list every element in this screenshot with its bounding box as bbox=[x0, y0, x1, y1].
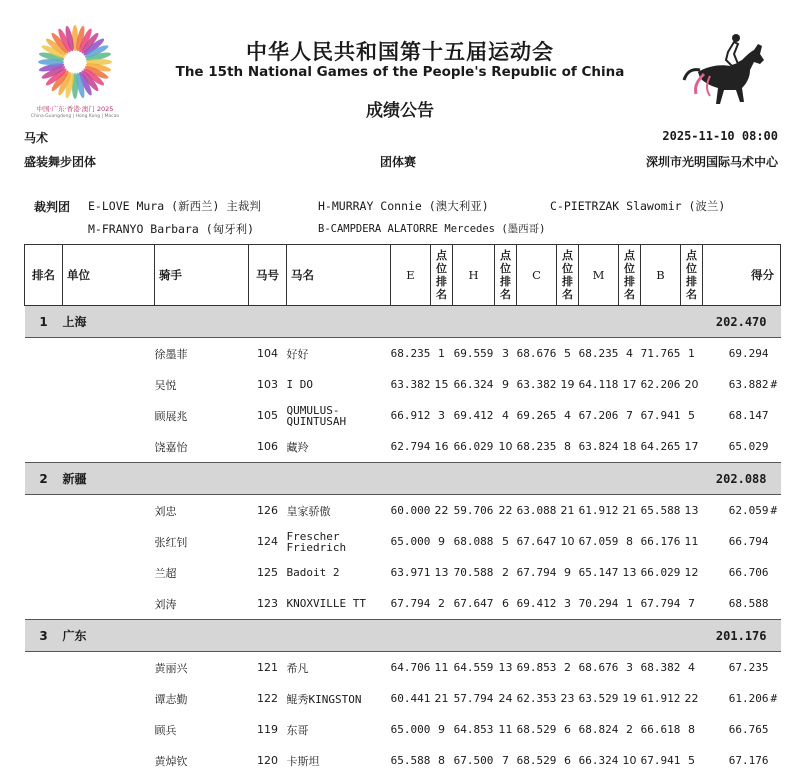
judge-rank: 21 bbox=[560, 504, 575, 517]
col-rank: 排名 bbox=[25, 245, 63, 306]
blank-cell bbox=[25, 714, 155, 745]
results-table bbox=[24, 244, 781, 776]
judge-score: 67.647 bbox=[453, 597, 494, 610]
judge-rank: 2 bbox=[564, 661, 571, 674]
venue-label: 深圳市光明国际马术中心 bbox=[645, 155, 778, 169]
datetime: 2025-11-10 08:00 bbox=[662, 129, 778, 143]
rider-score-cell bbox=[703, 431, 781, 463]
judge-rank: 9 bbox=[438, 535, 445, 548]
judge-score: 66.176 bbox=[640, 535, 681, 548]
judge-score: 66.324 bbox=[453, 378, 494, 391]
judge-rank: 15 bbox=[434, 378, 449, 391]
judge-score: 64.706 bbox=[390, 661, 431, 674]
judge-score: 61.912 bbox=[640, 692, 681, 705]
drop-score-mark: # bbox=[770, 504, 778, 517]
rider-row bbox=[25, 652, 781, 684]
horse-name: 好好 bbox=[286, 347, 309, 361]
team-unit: 上海 bbox=[63, 306, 391, 338]
horse-name: I DO bbox=[286, 378, 313, 391]
rider-score: 68.588 bbox=[728, 597, 769, 610]
rider-score: 62.059 bbox=[728, 504, 769, 517]
judge-e: E-LOVE Mura (新西兰) 主裁判 bbox=[88, 199, 261, 213]
rider-score: 69.294 bbox=[728, 347, 769, 360]
team-total-value: 202.470 bbox=[715, 314, 767, 329]
judge-rank: 17 bbox=[622, 378, 637, 391]
horse-name: QUMULUS-QUINTUSAH bbox=[286, 403, 347, 428]
judge-score: 67.941 bbox=[640, 754, 681, 767]
col-rider: 骑手 bbox=[155, 245, 249, 306]
rider-name: 饶嘉怡 bbox=[154, 440, 188, 454]
judge-score: 63.529 bbox=[578, 692, 619, 705]
horse-number: 126 bbox=[257, 504, 278, 517]
judge-rank: 5 bbox=[688, 409, 695, 422]
judge-rank: 5 bbox=[564, 347, 571, 360]
judge-rank: 1 bbox=[438, 347, 445, 360]
judge-score: 68.529 bbox=[516, 754, 557, 767]
rider-row bbox=[25, 714, 781, 745]
judge-score: 66.618 bbox=[640, 723, 681, 736]
title-english: The 15th National Games of the People's Republic of China bbox=[175, 64, 625, 80]
rider-name: 顾兵 bbox=[154, 723, 177, 737]
judge-score: 63.824 bbox=[578, 440, 619, 453]
judge-rank: 13 bbox=[434, 566, 449, 579]
horse-number: 125 bbox=[257, 566, 278, 579]
rider-row bbox=[25, 683, 781, 714]
team-spacer bbox=[391, 306, 703, 338]
judge-rank: 8 bbox=[688, 723, 695, 736]
rider-row bbox=[25, 369, 781, 400]
judge-rank: 10 bbox=[498, 440, 513, 453]
col-b: B bbox=[641, 245, 681, 306]
rider-name: 顾展兆 bbox=[154, 409, 188, 423]
rider-score-cell bbox=[703, 338, 781, 370]
judge-rank: 6 bbox=[502, 597, 509, 610]
rider-row bbox=[25, 526, 781, 557]
col-c-rank: 点位排名 bbox=[557, 245, 579, 306]
team-total-value: 202.088 bbox=[715, 471, 767, 486]
horse-number: 122 bbox=[257, 692, 278, 705]
horse-number: 121 bbox=[257, 661, 278, 674]
blank-cell bbox=[25, 400, 155, 431]
judge-rank: 5 bbox=[688, 754, 695, 767]
judge-rank: 8 bbox=[438, 754, 445, 767]
judge-rank: 10 bbox=[560, 535, 575, 548]
team-rank: 3 bbox=[25, 620, 63, 652]
judge-rank: 11 bbox=[434, 661, 449, 674]
drop-score-mark: # bbox=[770, 692, 778, 705]
judge-score: 67.647 bbox=[516, 535, 557, 548]
judge-score: 67.941 bbox=[640, 409, 681, 422]
horse-name: KNOXVILLE TT bbox=[286, 597, 366, 610]
judge-score: 66.029 bbox=[453, 440, 494, 453]
col-e-rank: 点位排名 bbox=[431, 245, 453, 306]
judge-score: 69.853 bbox=[516, 661, 557, 674]
judge-score: 69.265 bbox=[516, 409, 557, 422]
rider-score: 66.794 bbox=[728, 535, 769, 548]
judge-score: 68.235 bbox=[390, 347, 431, 360]
judge-score: 65.147 bbox=[578, 566, 619, 579]
judge-rank: 21 bbox=[434, 692, 449, 705]
judge-score: 67.059 bbox=[578, 535, 619, 548]
judge-score: 59.706 bbox=[453, 504, 494, 517]
judge-score: 65.588 bbox=[640, 504, 681, 517]
rider-score: 66.706 bbox=[728, 566, 769, 579]
judges-label: 裁判团 bbox=[34, 200, 71, 214]
judge-rank: 23 bbox=[560, 692, 575, 705]
judge-rank: 19 bbox=[622, 692, 637, 705]
judge-rank: 2 bbox=[626, 723, 633, 736]
judge-rank: 8 bbox=[626, 535, 633, 548]
rider-row bbox=[25, 338, 781, 370]
col-horse-name: 马名 bbox=[287, 245, 391, 306]
rider-name: 兰超 bbox=[154, 566, 177, 580]
horse-number: 103 bbox=[257, 378, 278, 391]
rider-score: 63.882 bbox=[728, 378, 769, 391]
rider-score: 61.206 bbox=[728, 692, 769, 705]
judge-score: 68.088 bbox=[453, 535, 494, 548]
judge-b: B-CAMPDERA ALATORRE Mercedes (墨西哥) bbox=[318, 223, 546, 235]
judge-rank: 9 bbox=[502, 378, 509, 391]
team-row bbox=[25, 306, 781, 338]
rider-name: 张红钊 bbox=[154, 535, 188, 549]
judge-rank: 19 bbox=[560, 378, 575, 391]
blank-cell bbox=[25, 495, 155, 527]
judge-rank: 24 bbox=[498, 692, 513, 705]
judge-rank: 7 bbox=[626, 409, 633, 422]
judge-score: 70.588 bbox=[453, 566, 494, 579]
judge-score: 57.794 bbox=[453, 692, 494, 705]
judge-score: 63.382 bbox=[516, 378, 557, 391]
judge-rank: 9 bbox=[438, 723, 445, 736]
judge-score: 68.824 bbox=[578, 723, 619, 736]
judge-rank: 20 bbox=[684, 378, 699, 391]
judge-score: 66.912 bbox=[390, 409, 431, 422]
horse-number: 119 bbox=[257, 723, 278, 736]
judge-rank: 9 bbox=[564, 566, 571, 579]
horse-number: 105 bbox=[257, 409, 278, 422]
judge-rank: 21 bbox=[622, 504, 637, 517]
col-c: C bbox=[517, 245, 557, 306]
judge-rank: 17 bbox=[684, 440, 699, 453]
team-rank: 1 bbox=[25, 306, 63, 338]
judge-score: 66.029 bbox=[640, 566, 681, 579]
horse-name: Frescher Friedrich bbox=[286, 529, 347, 554]
rider-score-cell bbox=[703, 745, 781, 776]
judge-score: 68.529 bbox=[516, 723, 557, 736]
col-unit: 单位 bbox=[63, 245, 155, 306]
horse-number: 120 bbox=[257, 754, 278, 767]
blank-cell bbox=[25, 683, 155, 714]
judge-rank: 10 bbox=[622, 754, 637, 767]
judge-score: 63.382 bbox=[390, 378, 431, 391]
horse-number: 106 bbox=[257, 440, 278, 453]
rider-score-cell bbox=[703, 588, 781, 620]
col-horse-no: 马号 bbox=[249, 245, 287, 306]
judge-rank: 22 bbox=[498, 504, 513, 517]
rider-row bbox=[25, 745, 781, 776]
team-unit: 广东 bbox=[63, 620, 391, 652]
judge-score: 60.441 bbox=[390, 692, 431, 705]
logo-caption: 中国·广东·香港·澳门 2025 bbox=[36, 105, 114, 113]
rider-score: 66.765 bbox=[728, 723, 769, 736]
judge-score: 64.118 bbox=[578, 378, 619, 391]
sport-label: 马术 bbox=[24, 131, 49, 145]
judge-score: 62.353 bbox=[516, 692, 557, 705]
judge-rank: 7 bbox=[688, 597, 695, 610]
drop-score-mark: # bbox=[770, 378, 778, 391]
rider-name: 黄焯钦 bbox=[154, 754, 188, 768]
judge-score: 69.412 bbox=[516, 597, 557, 610]
event-label: 团体赛 bbox=[380, 155, 417, 169]
judge-score: 71.765 bbox=[640, 347, 681, 360]
blank-cell bbox=[25, 526, 155, 557]
col-m: M bbox=[579, 245, 619, 306]
judge-rank: 4 bbox=[502, 409, 509, 422]
judge-score: 67.500 bbox=[453, 754, 494, 767]
rider-score-cell bbox=[703, 652, 781, 684]
rider-name: 谭志勤 bbox=[154, 692, 188, 706]
col-h-rank: 点位排名 bbox=[495, 245, 517, 306]
blank-cell bbox=[25, 745, 155, 776]
judge-score: 63.971 bbox=[390, 566, 431, 579]
blank-cell bbox=[25, 338, 155, 370]
judge-score: 68.676 bbox=[578, 661, 619, 674]
team-total bbox=[703, 620, 781, 652]
horse-number: 104 bbox=[257, 347, 278, 360]
blank-cell bbox=[25, 588, 155, 620]
team-row bbox=[25, 620, 781, 652]
rider-score-cell bbox=[703, 557, 781, 588]
judge-score: 64.265 bbox=[640, 440, 681, 453]
judge-rank: 3 bbox=[502, 347, 509, 360]
judge-score: 64.559 bbox=[453, 661, 494, 674]
team-spacer bbox=[391, 463, 703, 495]
team-total bbox=[703, 463, 781, 495]
judge-score: 63.088 bbox=[516, 504, 557, 517]
judge-h: H-MURRAY Connie (澳大利亚) bbox=[318, 199, 489, 213]
col-h: H bbox=[453, 245, 495, 306]
judge-rank: 7 bbox=[502, 754, 509, 767]
judge-score: 69.559 bbox=[453, 347, 494, 360]
judge-rank: 8 bbox=[564, 440, 571, 453]
judge-rank: 6 bbox=[564, 754, 571, 767]
judge-score: 70.294 bbox=[578, 597, 619, 610]
rider-score-cell bbox=[703, 683, 781, 714]
rider-score-cell bbox=[703, 369, 781, 400]
judge-rank: 4 bbox=[626, 347, 633, 360]
blank-cell bbox=[25, 369, 155, 400]
judge-rank: 18 bbox=[622, 440, 637, 453]
judge-score: 67.794 bbox=[516, 566, 557, 579]
rider-name: 刘涛 bbox=[154, 597, 177, 611]
col-score: 得分 bbox=[703, 245, 781, 306]
discipline-label: 盛装舞步团体 bbox=[24, 155, 97, 169]
horse-name: 鲲秀KINGSTON bbox=[286, 692, 362, 706]
judge-score: 64.853 bbox=[453, 723, 494, 736]
judge-rank: 4 bbox=[688, 661, 695, 674]
judge-m: M-FRANYO Barbara (匈牙利) bbox=[88, 222, 255, 236]
rider-score: 67.235 bbox=[728, 661, 769, 674]
judge-rank: 3 bbox=[438, 409, 445, 422]
rider-name: 黄丽兴 bbox=[154, 661, 188, 675]
col-b-rank: 点位排名 bbox=[681, 245, 703, 306]
judge-score: 67.794 bbox=[640, 597, 681, 610]
title-chinese: 中华人民共和国第十五届运动会 bbox=[246, 40, 554, 64]
rider-score-cell bbox=[703, 400, 781, 431]
rider-row bbox=[25, 431, 781, 463]
blank-cell bbox=[25, 557, 155, 588]
horse-number: 123 bbox=[257, 597, 278, 610]
judge-score: 68.235 bbox=[578, 347, 619, 360]
horse-number: 124 bbox=[257, 535, 278, 548]
judge-rank: 1 bbox=[688, 347, 695, 360]
judge-rank: 11 bbox=[684, 535, 699, 548]
horse-name: 东哥 bbox=[286, 723, 309, 737]
rider-name: 吴悦 bbox=[154, 378, 177, 392]
judge-score: 61.912 bbox=[578, 504, 619, 517]
judge-rank: 16 bbox=[434, 440, 449, 453]
col-m-rank: 点位排名 bbox=[619, 245, 641, 306]
judge-rank: 5 bbox=[502, 535, 509, 548]
document-title: 成绩公告 bbox=[366, 101, 434, 121]
team-unit: 新疆 bbox=[63, 463, 391, 495]
judge-rank: 1 bbox=[626, 597, 633, 610]
judge-score: 68.235 bbox=[516, 440, 557, 453]
judge-rank: 13 bbox=[684, 504, 699, 517]
blank-cell bbox=[25, 652, 155, 684]
header-row bbox=[25, 245, 781, 306]
rider-score-cell bbox=[703, 714, 781, 745]
judge-rank: 2 bbox=[502, 566, 509, 579]
rider-score-cell bbox=[703, 495, 781, 527]
team-total bbox=[703, 306, 781, 338]
judge-c: C-PIETRZAK Slawomir (波兰) bbox=[550, 199, 726, 213]
horse-name: 藏羚 bbox=[286, 440, 309, 454]
rider-score: 68.147 bbox=[728, 409, 769, 422]
judge-rank: 2 bbox=[438, 597, 445, 610]
judge-score: 60.000 bbox=[390, 504, 431, 517]
rider-row bbox=[25, 557, 781, 588]
logo-subcaption: China·Guangdong | Hong Kong | Macao bbox=[30, 114, 120, 119]
judge-rank: 4 bbox=[564, 409, 571, 422]
rider-score-cell bbox=[703, 526, 781, 557]
judge-score: 69.412 bbox=[453, 409, 494, 422]
judge-rank: 22 bbox=[434, 504, 449, 517]
judge-score: 65.000 bbox=[390, 535, 431, 548]
judge-rank: 3 bbox=[626, 661, 633, 674]
judge-rank: 6 bbox=[564, 723, 571, 736]
team-row bbox=[25, 463, 781, 495]
judge-score: 65.000 bbox=[390, 723, 431, 736]
judge-score: 62.206 bbox=[640, 378, 681, 391]
rider-row bbox=[25, 495, 781, 527]
judge-score: 67.794 bbox=[390, 597, 431, 610]
judge-rank: 3 bbox=[564, 597, 571, 610]
rider-name: 刘忠 bbox=[154, 504, 177, 518]
horse-name: 皇家骄傲 bbox=[286, 504, 331, 518]
col-e: E bbox=[391, 245, 431, 306]
team-rank: 2 bbox=[25, 463, 63, 495]
judge-score: 67.206 bbox=[578, 409, 619, 422]
judge-rank: 13 bbox=[498, 661, 513, 674]
judge-rank: 13 bbox=[622, 566, 637, 579]
horse-name: 希凡 bbox=[286, 661, 309, 675]
team-spacer bbox=[391, 620, 703, 652]
team-total-value: 201.176 bbox=[715, 628, 767, 643]
judge-score: 66.324 bbox=[578, 754, 619, 767]
horse-name: 卡斯坦 bbox=[286, 754, 320, 768]
rider-score: 65.029 bbox=[728, 440, 769, 453]
judge-score: 68.676 bbox=[516, 347, 557, 360]
judge-rank: 11 bbox=[498, 723, 513, 736]
judge-rank: 22 bbox=[684, 692, 699, 705]
judge-score: 62.794 bbox=[390, 440, 431, 453]
judge-score: 65.588 bbox=[390, 754, 431, 767]
rider-row bbox=[25, 588, 781, 620]
horse-name: Badoit 2 bbox=[286, 566, 340, 579]
judge-rank: 12 bbox=[684, 566, 699, 579]
rider-score: 67.176 bbox=[728, 754, 769, 767]
rider-name: 徐墨菲 bbox=[154, 347, 188, 361]
judge-score: 68.382 bbox=[640, 661, 681, 674]
blank-cell bbox=[25, 431, 155, 463]
rider-row bbox=[25, 400, 781, 431]
